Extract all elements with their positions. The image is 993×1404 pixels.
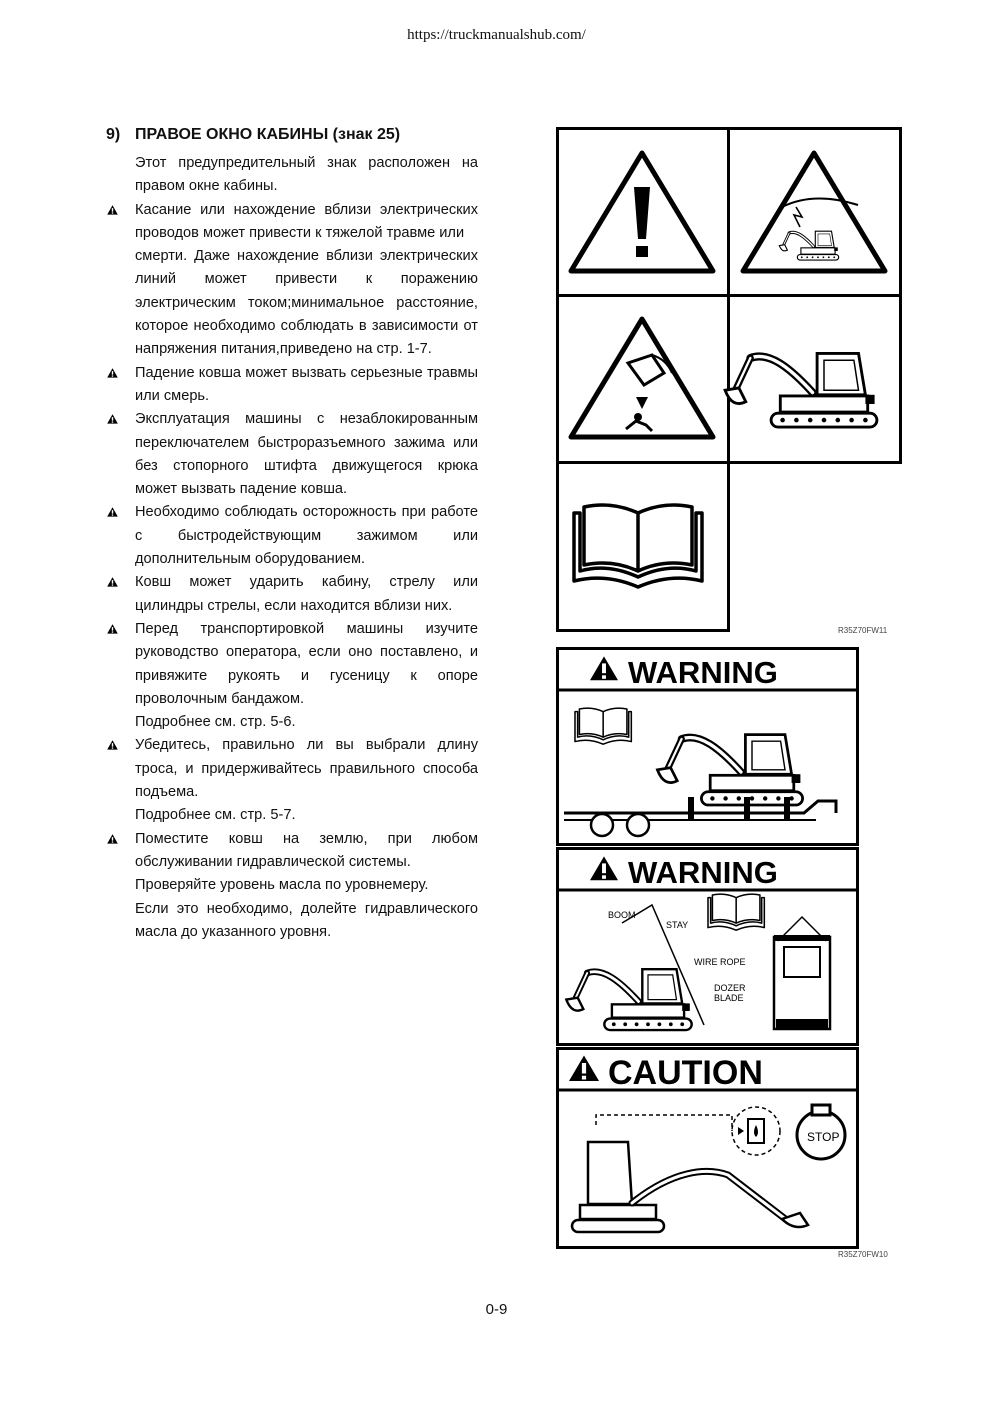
section-number: 9) (106, 126, 121, 143)
warning-title: WARNING (628, 655, 778, 690)
label-dozer: DOZER (714, 983, 746, 993)
warning-text-continued: Подробнее см. стр. 5-7. (135, 807, 296, 824)
warning-triangle-icon (569, 1056, 599, 1082)
warning-item-1 (106, 199, 478, 362)
label-blade: BLADE (714, 993, 744, 1003)
pictogram-decal (556, 127, 902, 632)
caution-panel-hydraulic (558, 1049, 858, 1248)
warning-title: WARNING (628, 855, 778, 890)
electric-hazard-icon (743, 153, 885, 271)
figure-code: R35Z70FW11 (838, 626, 888, 635)
warning-decals (556, 647, 860, 1250)
warning-text-continued: Подробнее см. стр. 5-6. (135, 714, 296, 731)
label-wire-rope: WIRE ROPE (694, 957, 746, 967)
warning-bullet-icon (107, 577, 118, 587)
warning-text: Касание или нахождение вблизи электрических проводов может привести к тяжелой травме или (135, 201, 478, 241)
excavator-icon (725, 353, 877, 427)
warning-bullet-icon (107, 414, 118, 424)
warning-bullet-icon (107, 740, 118, 750)
warning-item-2 (106, 362, 478, 409)
warning-item-6 (106, 618, 478, 734)
label-stay: STAY (666, 920, 689, 930)
warning-text: Необходимо соблюдать осторожность при работе с быстродействующим зажимом или дополнительным оборудованием. (135, 504, 478, 568)
warning-item-3 (106, 408, 478, 501)
warning-triangle-icon (590, 656, 618, 680)
warning-text: Убедитесь, правильно ли вы выбрали длину троса, и придерживайтесь правильного способа подъема. (135, 737, 478, 801)
warning-triangle-icon (590, 856, 618, 880)
manual-book-icon (575, 708, 631, 744)
warning-bullet-icon (107, 624, 118, 634)
warning-text-continued: смерти. Даже нахождение вблизи электрических линий может привести к поражению электрическим током;минимальное расстояние, которое необходимо соблюдать в зависимости от напряжения питания,приведено на стр. 1-7. (135, 248, 478, 358)
oil-level-icon (732, 1107, 780, 1155)
stop-icon (797, 1105, 845, 1159)
falling-bucket-icon (571, 319, 713, 437)
caution-title: CAUTION (608, 1054, 763, 1092)
warning-panel-transport (558, 649, 858, 845)
exclamation-icon (571, 153, 713, 271)
warning-bullet-icon (107, 834, 118, 844)
warning-text: Эксплуатация машины с незаблокированным переключателем быстроразъемного зажима или без стопорного штифта движущегося крюка может вызвать падение ковша. (135, 411, 478, 498)
manual-book-icon (708, 894, 764, 930)
stop-label: STOP (807, 1130, 840, 1144)
warning-item-7 (106, 734, 478, 827)
warning-bullet-icon (107, 368, 118, 378)
excavator-icon (657, 735, 802, 805)
warning-item-4 (106, 501, 478, 571)
section-body (106, 152, 478, 944)
header-url[interactable]: https://truckmanualshub.com/ (407, 27, 586, 43)
warning-panel-lifting (558, 849, 858, 1045)
warning-text: Ковш может ударить кабину, стрелу или цилиндры стрелы, если находится вблизи них. (135, 574, 478, 614)
warning-text: Падение ковша может вызвать серьезные травмы или смерь. (135, 364, 478, 404)
warning-text-continued: Проверяйте уровень масла по уровнемеру. (135, 877, 429, 894)
warning-text-continued: Если это необходимо, долейте гидравлического масла до указанного уровня. (135, 900, 478, 940)
warning-bullet-icon (107, 507, 118, 517)
warning-text: Перед транспортировкой машины изучите руководство оператора, если оно поставлено, и привяжите рукоять и гусеницу к опоре проволочным бандажом. (135, 620, 478, 707)
intro-paragraph: Этот предупредительный знак расположен на правом окне кабины. (135, 155, 478, 195)
warning-text: Поместите ковш на землю, при любом обслуживании гидравлической системы. (135, 830, 478, 870)
manual-book-icon (574, 505, 702, 587)
section-heading (106, 126, 400, 144)
warning-item-5 (106, 571, 478, 618)
excavator-icon (566, 969, 691, 1030)
section-title: ПРАВОЕ ОКНО КАБИНЫ (знак 25) (135, 126, 401, 143)
label-boom: BOOM (608, 910, 636, 920)
page-number: 0-9 (485, 1301, 508, 1318)
figure-code: R35Z70FW10 (838, 1250, 888, 1259)
warning-bullet-icon (107, 205, 118, 215)
warning-item-8 (106, 828, 478, 944)
